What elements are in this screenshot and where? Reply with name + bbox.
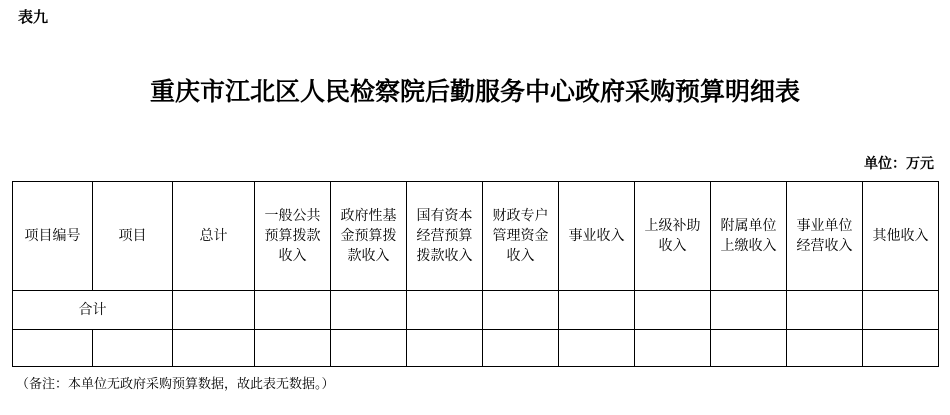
header-general-budget — [255, 182, 331, 291]
header-line: 收入 — [506, 248, 535, 264]
table-cell — [173, 330, 255, 367]
table-cell — [255, 330, 331, 367]
table-cell — [173, 291, 255, 330]
table-cell — [407, 330, 483, 367]
header-item-code — [13, 182, 93, 291]
table-cell — [407, 291, 483, 330]
header-line: 款收入 — [347, 248, 390, 264]
header-row — [13, 182, 939, 291]
header-state-capital — [407, 182, 483, 291]
header-item — [93, 182, 173, 291]
header-line: 国有资本 — [416, 208, 473, 224]
total-row-label: 合计 — [13, 291, 173, 330]
header-line: 项目 — [118, 228, 147, 244]
header-line: 经营收入 — [796, 238, 853, 254]
header-line: 附属单位 — [720, 218, 777, 234]
table-cell — [863, 291, 939, 330]
header-line: 收入 — [658, 238, 687, 254]
table-cell — [559, 291, 635, 330]
header-line: 管理资金 — [492, 228, 549, 244]
header-line: 项目编号 — [24, 228, 81, 244]
table-cell — [711, 291, 787, 330]
table-cell — [13, 330, 93, 367]
table-cell — [93, 330, 173, 367]
header-line: 总计 — [199, 228, 228, 244]
header-line: 收入 — [278, 248, 307, 264]
header-business-income — [559, 182, 635, 291]
header-line: 经营预算 — [416, 228, 473, 244]
header-line: 财政专户 — [492, 208, 549, 224]
table-cell — [635, 330, 711, 367]
table-cell — [331, 291, 407, 330]
unit-label: 单位：万元 — [864, 156, 934, 172]
header-total — [173, 182, 255, 291]
header-line: 事业收入 — [568, 228, 625, 244]
total-row — [13, 291, 939, 330]
header-affiliate-remit — [711, 182, 787, 291]
footnote: （备注：本单位无政府采购预算数据，故此表无数据。） — [16, 377, 335, 392]
header-superior-subsidy — [635, 182, 711, 291]
header-operating-income — [787, 182, 863, 291]
header-line: 金预算拨 — [340, 228, 397, 244]
table-cell — [635, 291, 711, 330]
header-line: 一般公共 — [264, 208, 321, 224]
header-line: 事业单位 — [796, 218, 853, 234]
table-cell — [787, 291, 863, 330]
table-cell — [483, 291, 559, 330]
header-special-account — [483, 182, 559, 291]
header-line: 其他收入 — [872, 228, 929, 244]
header-fund-budget — [331, 182, 407, 291]
header-line: 上缴收入 — [720, 238, 777, 254]
header-line: 政府性基 — [340, 208, 397, 224]
procurement-budget-table — [12, 181, 939, 367]
table-cell — [787, 330, 863, 367]
table-cell — [711, 330, 787, 367]
table-cell — [863, 330, 939, 367]
table-number: 表九 — [18, 8, 49, 26]
header-line: 拨款收入 — [416, 248, 473, 264]
page-title: 重庆市江北区人民检察院后勤服务中心政府采购预算明细表 — [149, 77, 800, 106]
table-cell — [483, 330, 559, 367]
table-cell — [559, 330, 635, 367]
table-row — [13, 330, 939, 367]
header-line: 预算拨款 — [264, 228, 321, 244]
table-cell — [255, 291, 331, 330]
table-cell — [331, 330, 407, 367]
header-line: 上级补助 — [644, 218, 701, 234]
header-other-income — [863, 182, 939, 291]
